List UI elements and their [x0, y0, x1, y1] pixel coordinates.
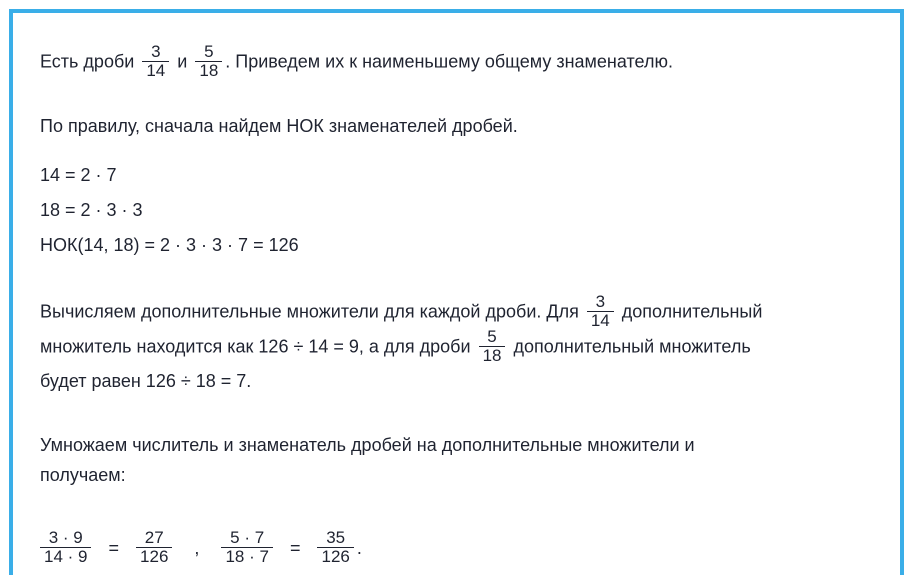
multiplier-text-4: дополнительный множитель: [513, 336, 751, 357]
fraction-denominator: 126: [321, 546, 350, 566]
multiplier-line-2: [40, 329, 751, 363]
fraction-3-14: [587, 293, 614, 330]
fraction-numerator: 3 · 9: [40, 529, 91, 548]
equals-sign: =: [108, 538, 120, 559]
fraction-27-126: [136, 529, 172, 566]
fraction-denominator: 14 · 9: [44, 546, 88, 566]
fraction-denominator: 18: [482, 346, 502, 365]
multiply-line-1: Умножаем числитель и знаменатель дробей на дополнительные множители и: [40, 435, 695, 455]
fraction-3-14: [142, 43, 169, 80]
multiplier-text-1: Вычисляем дополнительные множители для каждой дроби. Для: [40, 301, 579, 322]
fraction-denominator: 14: [146, 61, 166, 80]
factorization-18: 18 = 2 · 3 · 3: [40, 200, 143, 220]
multiplier-line-1: [40, 294, 762, 328]
fraction-numerator: 3: [587, 293, 614, 312]
intro-text-start: Есть дроби: [40, 51, 135, 72]
lcm-result: НОК(14, 18) = 2 · 3 · 3 · 7 = 126: [40, 235, 299, 255]
fraction-5x7-18x7: [221, 529, 272, 566]
final-period: .: [356, 538, 362, 559]
fraction-5-18: [195, 43, 222, 80]
fraction-denominator: 126: [140, 546, 169, 566]
content-frame: [9, 9, 904, 575]
multiplier-text-2: дополнительный: [621, 301, 763, 322]
fraction-denominator: 14: [590, 311, 610, 330]
multiplier-text-3: множитель находится как 126 ÷ 14 = 9, а для дроби: [40, 336, 471, 357]
result-line: [40, 527, 362, 567]
fraction-numerator: 5 · 7: [221, 529, 272, 548]
fraction-numerator: 5: [479, 328, 506, 347]
equals-sign: =: [289, 538, 301, 559]
fraction-numerator: 35: [317, 529, 353, 548]
intro-text-end: . Приведем их к наименьшему общему знаменателю.: [225, 51, 673, 72]
fraction-35-126: [317, 529, 353, 566]
fraction-numerator: 27: [136, 529, 172, 548]
comma-separator: ,: [194, 538, 200, 559]
fraction-denominator: 18 · 7: [225, 546, 269, 566]
intro-line: [40, 44, 673, 78]
rule-line: По правилу, сначала найдем НОК знаменателей дробей.: [40, 116, 518, 136]
fraction-numerator: 5: [195, 43, 222, 62]
fraction-3x9-14x9: [40, 529, 91, 566]
factorization-14: 14 = 2 · 7: [40, 165, 117, 185]
fraction-numerator: 3: [142, 43, 169, 62]
intro-conjunction: и: [177, 51, 188, 72]
fraction-denominator: 18: [199, 61, 219, 80]
multiplier-line-3: будет равен 126 ÷ 18 = 7.: [40, 371, 252, 391]
fraction-5-18: [479, 328, 506, 365]
multiply-line-2: получаем:: [40, 465, 126, 485]
